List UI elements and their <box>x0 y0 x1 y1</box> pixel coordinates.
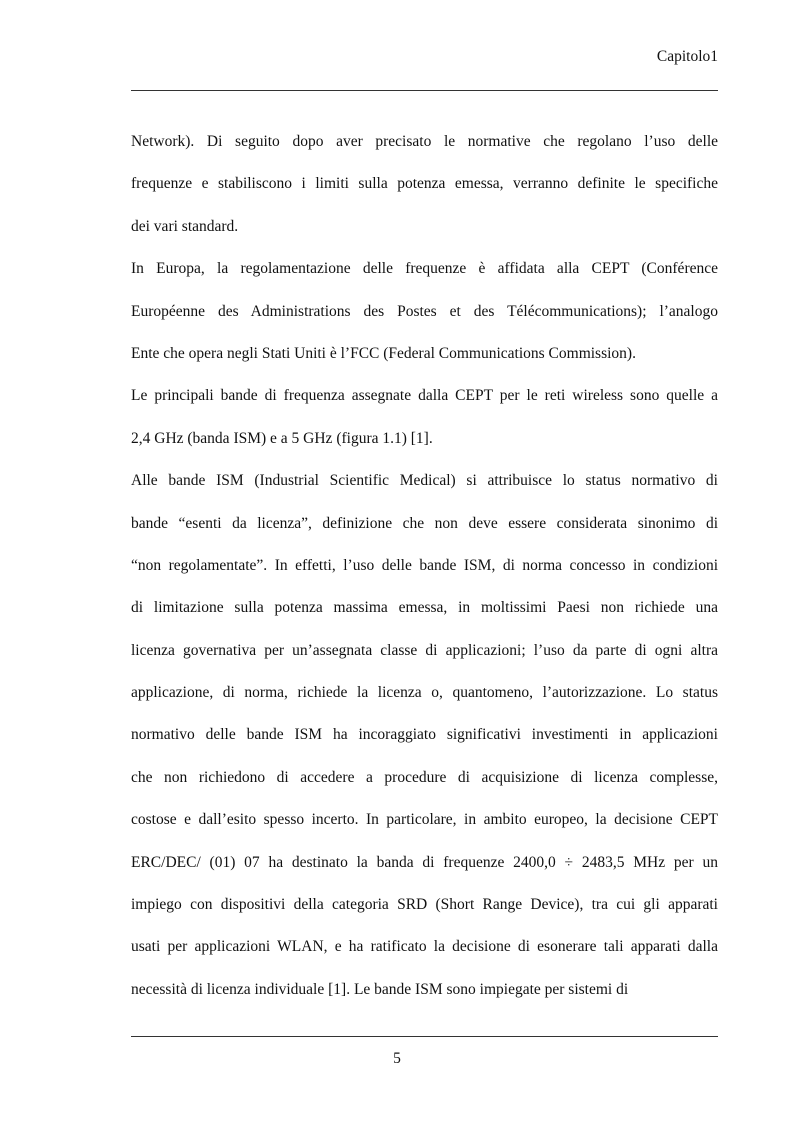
body-text <box>131 124 718 1014</box>
text-line: frequenze e stabiliscono i limiti sulla potenza emessa, verranno definite le specifiche <box>131 175 718 193</box>
text-line: Ente che opera negli Stati Uniti è l’FCC (Federal Communications Commission). <box>131 344 636 362</box>
text-line: dei vari standard. <box>131 217 239 235</box>
text-line: impiego con dispositivi della categoria SRD (Short Range Device), tra cui gli apparati <box>131 896 718 914</box>
text-line: usati per applicazioni WLAN, e ha ratificato la decisione di esonerare tali apparati dalla <box>131 938 718 956</box>
chapter-header: Capitolo1 <box>656 48 718 65</box>
text-line: Network). Di seguito dopo aver precisato le normative che regolano l’uso delle <box>131 133 718 150</box>
text-line: che non richiedono di accedere a procedure di acquisizione di licenza complesse, <box>131 768 718 786</box>
header-divider <box>131 90 718 91</box>
text-line: necessità di licenza individuale [1]. Le bande ISM sono impiegate per sistemi di <box>131 980 629 998</box>
text-line: Européenne des Administrations des Postes et des Télécommunications); l’analogo <box>131 302 718 320</box>
text-line: applicazione, di norma, richiede la licenza o, quantomeno, l’autorizzazione. Lo status <box>131 684 718 702</box>
page-number: 5 <box>393 1050 401 1067</box>
text-line: In Europa, la regolamentazione delle frequenze è affidata alla CEPT (Conférence <box>131 260 718 278</box>
text-line: di limitazione sulla potenza massima emessa, in moltissimi Paesi non richiede una <box>131 599 718 617</box>
text-line: bande “esenti da licenza”, definizione che non deve essere considerata sinonimo di <box>131 514 718 532</box>
text-line: costose e dall’esito spesso incerto. In particolare, in ambito europeo, la decisione CEPT <box>131 811 718 829</box>
text-line: normativo delle bande ISM ha incoraggiato significativi investimenti in applicazioni <box>131 726 718 744</box>
text-line: “non regolamentate”. In effetti, l’uso delle bande ISM, di norma concesso in condizioni <box>131 556 718 574</box>
text-line: Le principali bande di frequenza assegnate dalla CEPT per le reti wireless sono quelle a <box>131 387 718 405</box>
footer-divider <box>131 1036 718 1037</box>
text-line: ERC/DEC/ (01) 07 ha destinato la banda di frequenze 2400,0 ÷ 2483,5 MHz per un <box>131 853 718 871</box>
text-line: licenza governativa per un’assegnata classe di applicazioni; l’uso da parte di ogni altra <box>131 641 718 659</box>
text-line: Alle bande ISM (Industrial Scientific Medical) si attribuisce lo status normativo di <box>131 472 718 490</box>
text-line: 2,4 GHz (banda ISM) e a 5 GHz (figura 1.1) [1]. <box>131 429 433 447</box>
